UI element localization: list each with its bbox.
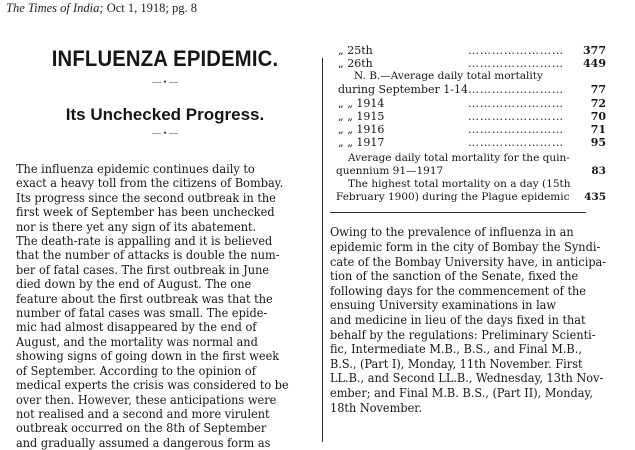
table-row-value: 95 (590, 136, 606, 150)
table-row-value: 449 (583, 57, 606, 71)
table-highest-line-1: The highest total mortality on a day (15th (348, 178, 571, 191)
article-text-line: The death-rate is appalling and it is believed (16, 234, 273, 249)
table-row-leader: …………………… (468, 44, 564, 57)
table-row-label: „ „ 1914 (338, 96, 385, 110)
table-row-leader: …………………… (468, 123, 564, 137)
table-highest-label: February 1900) during the Plague epidemic (336, 191, 570, 204)
notice-text-line: 18th November. (330, 400, 423, 415)
article-text-line: that the number of attacks is double the num- (16, 248, 280, 263)
article-text-line: mic had almost disappeared by the end of (16, 320, 257, 335)
notice-text-line: following days for the commencement of the (330, 283, 586, 298)
table-row-value: 71 (590, 123, 606, 137)
left-column (16, 36, 314, 450)
article-body (16, 162, 314, 450)
article-subheadline: Its Unchecked Progress. (65, 105, 265, 124)
article-text-line: Its progress since the second outbreak in the (16, 190, 276, 205)
notice-text-line: fic, Intermediate M.B., B.S., and Final M.B., (330, 342, 582, 357)
article-headline: INFLUENZA EPIDEMIC. (51, 46, 279, 71)
article-text-line: medical experts the crisis was considered to be (16, 378, 289, 393)
article-text-line: first week of September has been unchecked (16, 205, 275, 220)
article-text-line: and gradually assumed a dangerous form as (16, 435, 271, 450)
table-row-label: „ „ 1916 (338, 123, 385, 137)
right-column (330, 44, 630, 442)
table-separator-rule (330, 212, 586, 213)
table-row-leader: …………………… (468, 96, 564, 110)
table-average-label: quennium 91—1917 (336, 165, 444, 178)
table-average-line-1: Average daily total mortality for the quin- (348, 152, 570, 165)
article-text-line: feature about the first outbreak was that the (16, 291, 273, 306)
article-text-line: of September. According to the opinion of (16, 363, 256, 378)
table-average-value: 83 (591, 165, 606, 178)
article-text-line: died down by the end of August. The one (16, 277, 252, 292)
table-row-label: „ 25th (338, 44, 373, 57)
mortality-top-rows (336, 44, 606, 70)
table-highest-row (336, 191, 606, 204)
article-text-line: showing signs of going down in the first week (16, 349, 280, 364)
article-text-line: nor is there yet any sign of its abatement. (16, 219, 257, 234)
mortality-table (330, 44, 606, 204)
table-row-label: „ 26th (338, 57, 373, 71)
notice-text-line: epidemic form in the city of Bombay the Syndi- (330, 240, 601, 255)
source-caption (6, 1, 197, 16)
table-row (336, 136, 606, 149)
table-row-value: 72 (590, 96, 606, 110)
table-note-line-1: N. B.—Average daily total mortality (354, 70, 543, 83)
notice-text-line: and medicine in lieu of the days fixed in that (330, 312, 586, 327)
table-row (336, 57, 606, 70)
column-divider (322, 58, 323, 442)
table-row-value: 77 (590, 83, 606, 97)
table-row (336, 97, 606, 110)
subheadline-ornament: — • — (152, 128, 178, 138)
table-row-september (336, 83, 606, 96)
notice-text-line: cate of the Bombay University have, in anticipa- (330, 254, 607, 269)
table-row-leader: …………………… (468, 136, 564, 150)
article-text-line: over then. However, these anticipations were (16, 392, 277, 407)
publication-name: The Times of India; (6, 1, 104, 15)
table-row-leader: …………………… (468, 57, 564, 71)
publication-date-page: Oct 1, 1918; pg. 8 (103, 1, 197, 15)
notice-text-line: behalf by the regulations: Preliminary Scienti- (330, 327, 596, 342)
table-row-value: 377 (583, 44, 606, 57)
mortality-year-rows (336, 97, 606, 150)
table-row (336, 44, 606, 57)
notice-text-line: B.S., (Part I), Monday, 11th November. First (330, 356, 583, 371)
headline-ornament: — • — (152, 77, 178, 87)
notice-text-line: LL.B., and Second LL.B., Wednesday, 13th Nov- (330, 371, 604, 386)
notice-text-line: tion of the sanction of the Senate, fixed the (330, 269, 579, 284)
table-row-leader: …………………… (468, 83, 564, 97)
article-text-line: The influenza epidemic continues daily to (16, 162, 255, 176)
table-average-row (336, 165, 606, 178)
table-row-leader: …………………… (468, 109, 564, 123)
article-text-line: August, and the mortality was normal and (16, 334, 258, 349)
article-text-line: exact a heavy toll from the citizens of Bombay. (16, 176, 284, 191)
notice-text-line: ember; and Final M.B. B.S., (Part II), Monday, (330, 385, 594, 400)
table-row-label: during September 1-14 (338, 83, 468, 97)
table-row-label: „ „ 1917 (338, 136, 385, 150)
table-row (336, 123, 606, 136)
table-highest-value: 435 (584, 191, 606, 204)
table-row-label: „ „ 1915 (338, 109, 385, 123)
article-text-line: ber of fatal cases. The first outbreak in June (16, 262, 270, 277)
table-row-value: 70 (590, 109, 606, 123)
notice-text-line: Owing to the prevalence of influenza in an (330, 225, 574, 240)
notice-text-line: ensuing University examinations in law (330, 298, 557, 313)
article-text-line: number of fatal cases was small. The epide- (16, 306, 268, 321)
article-text-line: not realised and a second and more virulent (16, 406, 270, 421)
table-row (336, 110, 606, 123)
notice-body (330, 225, 630, 415)
article-text-line: outbreak occurred on the 8th of September (16, 421, 267, 436)
